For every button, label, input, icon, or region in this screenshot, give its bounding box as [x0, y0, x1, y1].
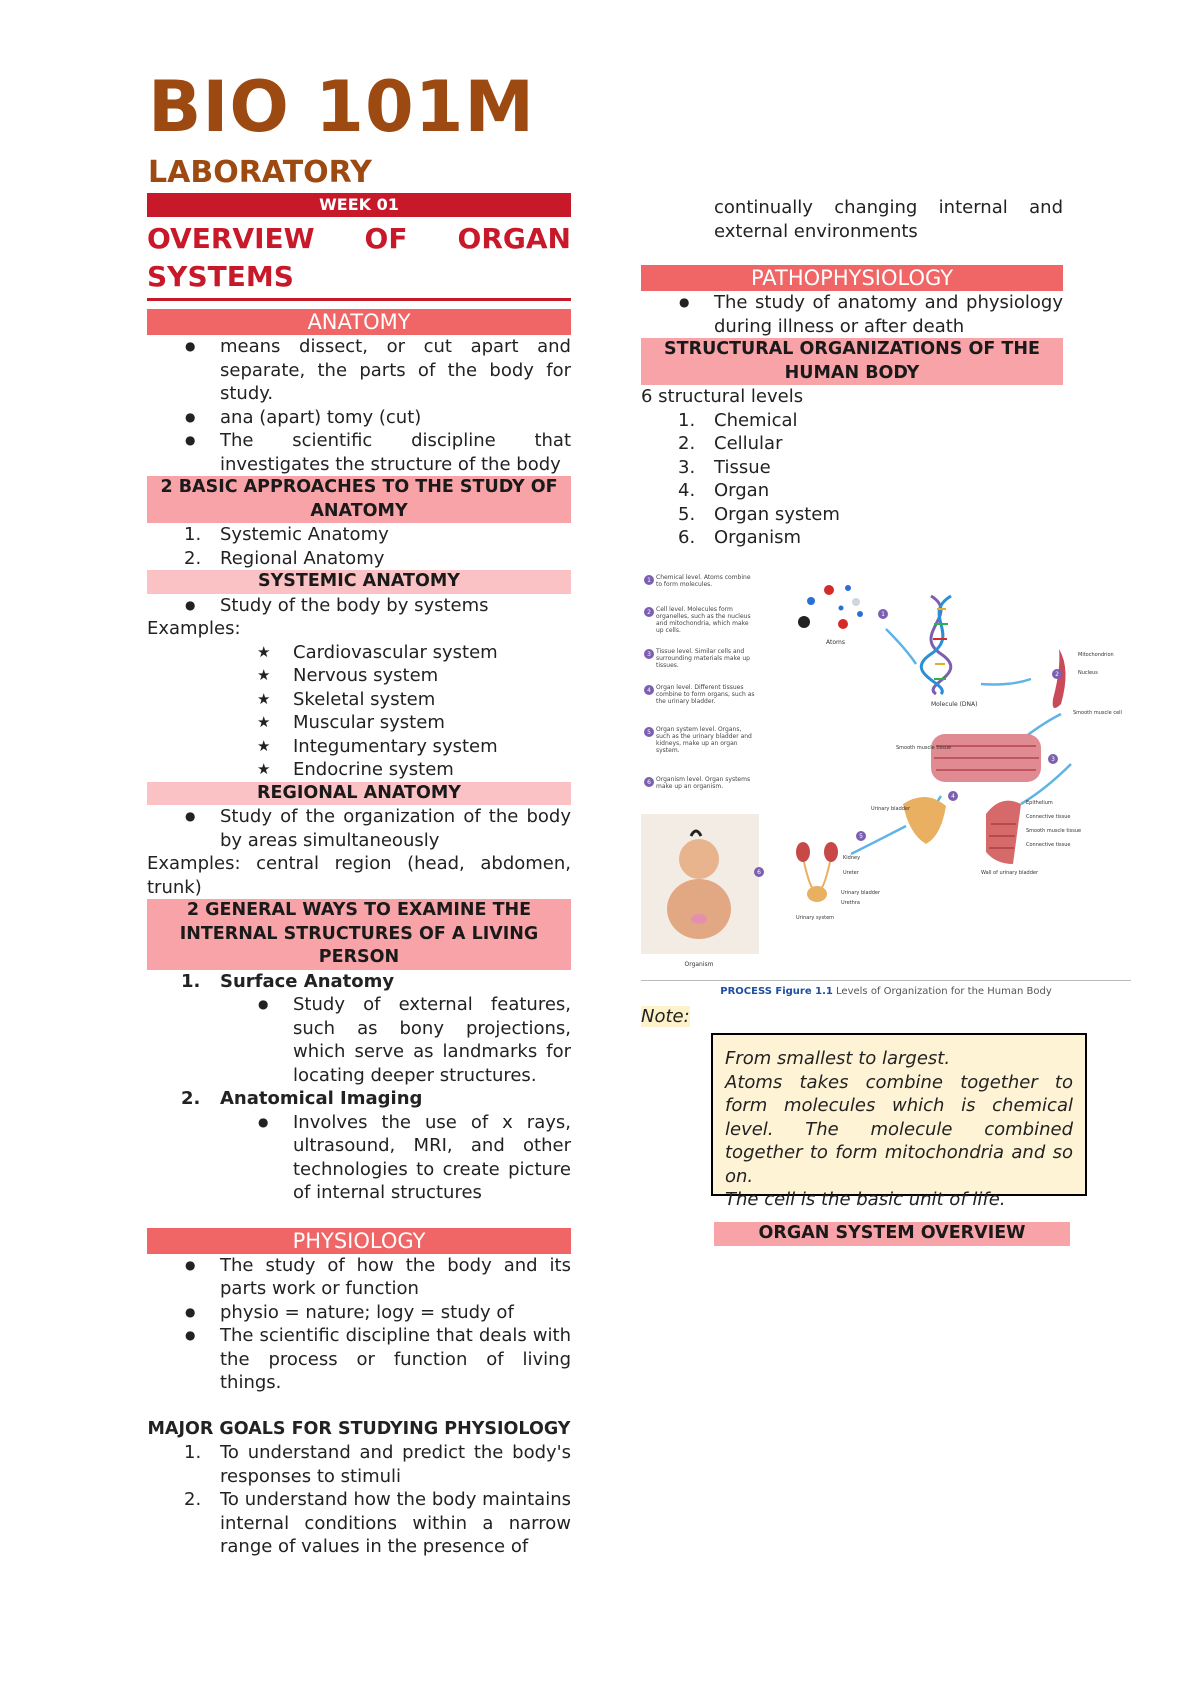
structural-heading: STRUCTURAL ORGANIZATIONS OF THE HUMAN BODY — [641, 338, 1063, 385]
figure-label: Urinary system — [796, 915, 835, 921]
example-item: ★ Integumentary system — [147, 735, 571, 759]
figure-label: Smooth muscle cell — [1073, 710, 1122, 716]
physiology-heading: PHYSIOLOGY — [147, 1228, 571, 1254]
figure-label: Urinary bladder — [871, 806, 911, 812]
level-text: Tissue — [714, 456, 771, 478]
way-bullet: ● Study of external features, such as bony projections, which serve as landmarks for locating deeper structures. — [147, 993, 571, 1087]
approach-text: Systemic Anatomy — [220, 524, 389, 545]
step-number: 3 — [647, 651, 651, 658]
figure-label: Atoms — [826, 639, 845, 646]
step-number: 4 — [647, 687, 651, 694]
step-number: 4 — [951, 793, 955, 800]
step-number: 5 — [647, 729, 651, 736]
step-number: 2 — [647, 609, 651, 616]
list-item: 2. Cellular — [678, 433, 783, 454]
step-number: 1 — [881, 611, 885, 618]
figure-label: Connective tissue — [1026, 842, 1071, 848]
anatomy-heading: ANATOMY — [147, 309, 571, 335]
step-number: 5 — [859, 833, 863, 840]
dna-illustration — [921, 596, 951, 694]
note-box — [711, 1033, 1087, 1210]
figure-label: Smooth muscle tissue — [896, 745, 952, 751]
step-number: 1 — [647, 577, 651, 584]
bladder-wall-illustration — [986, 801, 1021, 864]
list-item: 5. Organ system — [678, 503, 840, 525]
figure-label: Wall of urinary bladder — [981, 870, 1039, 876]
figure-label: Mitochondrion — [1078, 652, 1114, 658]
anatomy-bullet: ● The scientific discipline that investigates the structure of the body — [147, 429, 571, 476]
figure-label: Molecule (DNA) — [931, 701, 978, 708]
list-item: 1. Chemical — [678, 409, 798, 431]
step-number: 2 — [1055, 671, 1059, 678]
note-line: From smallest to largest. — [725, 1048, 951, 1069]
figure-divider — [641, 980, 1131, 981]
approach-text: Regional Anatomy — [220, 547, 385, 569]
systemic-bullets — [147, 594, 571, 618]
main-heading: OVERVIEW OF ORGAN SYSTEMS — [147, 217, 571, 301]
level-text: Chemical — [714, 409, 798, 431]
ways-list — [147, 970, 571, 994]
pathophysiology-bullets — [641, 291, 1063, 338]
right-column — [641, 196, 1063, 550]
way-bullet: ● Involves the use of x rays, ultrasound, MRI, and other technologies to create picture of internal structures — [147, 1111, 571, 1205]
figure-label: Smooth muscle tissue — [1026, 828, 1082, 834]
ways-bullets — [147, 1111, 571, 1205]
systemic-bullet: ● Study of the body by systems — [147, 594, 571, 618]
figure-label: Connective tissue — [1026, 814, 1071, 820]
example-item: ★ Skeletal system — [147, 688, 571, 712]
organism-baby-illustration — [641, 814, 759, 954]
level-text: Cellular — [714, 433, 783, 454]
list-item: 2. To understand how the body maintains internal conditions within a narrow range of values in the presence of — [184, 1489, 571, 1557]
structural-intro: 6 structural levels — [641, 386, 804, 407]
document-title: BIO 101M — [148, 66, 536, 148]
goals-heading: MAJOR GOALS FOR STUDYING PHYSIOLOGY — [147, 1418, 571, 1439]
figure-label: Nucleus — [1078, 670, 1098, 676]
structural-levels — [641, 409, 1063, 550]
approaches-heading: 2 BASIC APPROACHES TO THE STUDY OF ANATOMY — [147, 476, 571, 523]
list-item: 1. To understand and predict the body's responses to stimuli — [184, 1442, 571, 1487]
figure-label: Urinary bladder — [841, 890, 881, 896]
left-column — [147, 193, 571, 1559]
legend-text: Organ system level. Organs, such as the urinary bladder and kidneys, make up an organ system. — [656, 726, 752, 754]
note-line: Atoms takes combine together to form molecules which is chemical level. The molecule combined together to form mitochondria and so on. — [725, 1071, 1073, 1187]
step-number: 6 — [757, 869, 761, 876]
figure-label: Kidney — [843, 855, 861, 861]
level-text: Organism — [714, 527, 802, 548]
anatomy-bullet: ● ana (apart) tomy (cut) — [147, 406, 571, 430]
step-number: 3 — [1051, 756, 1055, 763]
approaches-list — [147, 523, 571, 570]
regional-heading: REGIONAL ANATOMY — [147, 782, 571, 806]
way-title: Surface Anatomy — [220, 970, 395, 992]
legend-text: Chemical level. Atoms combine to form molecules. — [656, 574, 751, 588]
organ-system-overview-heading: ORGAN SYSTEM OVERVIEW — [714, 1222, 1070, 1246]
examples-label: Examples: — [147, 618, 241, 639]
goal-text: To understand and predict the body's responses to stimuli — [220, 1442, 571, 1487]
urinary-system-illustration — [796, 842, 838, 902]
example-item: ★ Cardiovascular system — [147, 641, 571, 665]
ways-list — [147, 1087, 571, 1111]
atoms-illustration — [798, 585, 863, 629]
goal-text: To understand how the body maintains internal conditions within a narrow range of values in the presence of — [220, 1489, 571, 1557]
document-subtitle: LABORATORY — [148, 155, 372, 190]
physiology-bullet: ● physio = nature; logy = study of — [147, 1301, 571, 1325]
level-text: Organ system — [714, 503, 840, 525]
figure-caption-text: Levels of Organization for the Human Body — [836, 986, 1052, 997]
note-label: Note: — [641, 1006, 690, 1027]
physiology-bullets — [147, 1254, 571, 1395]
example-item: ★ Muscular system — [147, 711, 571, 735]
example-item: ★ Endocrine system — [147, 758, 571, 782]
systemic-heading: SYSTEMIC ANATOMY — [147, 570, 571, 594]
legend-text: Cell level. Molecules form organelles, such as the nucleus and mitochondria, which make up cells. — [656, 606, 751, 634]
anatomy-bullet: ● means dissect, or cut apart and separate, the parts of the body for study. — [147, 335, 571, 406]
figure-caption — [641, 986, 1131, 997]
figure-label: Urethra — [841, 900, 860, 906]
list-item: 2. Regional Anatomy — [184, 547, 385, 569]
figure-caption-label: PROCESS Figure 1.1 — [720, 986, 833, 997]
figure-label: Organism — [684, 961, 714, 968]
levels-of-organization-figure — [641, 574, 1131, 974]
list-item: 6. Organism — [678, 527, 802, 548]
ways-heading: 2 GENERAL WAYS TO EXAMINE THE INTERNAL STRUCTURES OF A LIVING PERSON — [147, 899, 571, 970]
continued-text: continually changing internal and external environments — [714, 197, 1063, 242]
list-item: 1. Surface Anatomy — [181, 970, 395, 992]
list-item: 4. Organ — [678, 480, 770, 501]
pathophysiology-heading: PATHOPHYSIOLOGY — [641, 265, 1063, 291]
legend-text: Organism level. Organ systems make up an organism. — [656, 776, 751, 790]
example-item: ★ Nervous system — [147, 664, 571, 688]
list-item: 2. Anatomical Imaging — [181, 1088, 423, 1109]
urinary-bladder-illustration — [903, 797, 946, 844]
smooth-muscle-tissue-illustration — [931, 734, 1041, 782]
physiology-bullet: ● The study of how the body and its parts work or function — [147, 1254, 571, 1301]
regional-examples: Examples: central region (head, abdomen, trunk) — [147, 853, 571, 898]
step-number: 6 — [647, 779, 651, 786]
legend-text: Organ level. Different tissues combine to form organs, such as the urinary bladder. — [656, 684, 755, 705]
level-text: Organ — [714, 480, 770, 501]
week-banner: WEEK 01 — [147, 193, 571, 217]
systemic-examples — [147, 641, 571, 782]
physiology-bullet: ● The scientific discipline that deals with the process or function of living things. — [147, 1324, 571, 1395]
regional-bullet: ● Study of the organization of the body by areas simultaneously — [147, 805, 571, 852]
regional-bullets — [147, 805, 571, 852]
ways-bullets — [147, 993, 571, 1087]
way-title: Anatomical Imaging — [220, 1088, 423, 1109]
pathophysiology-bullet: ● The study of anatomy and physiology during illness or after death — [641, 291, 1063, 338]
legend-text: Tissue level. Similar cells and surrounding materials make up tissues. — [656, 648, 750, 669]
figure-label: Ureter — [843, 870, 859, 876]
goals-list — [147, 1441, 571, 1559]
list-item: 1. Systemic Anatomy — [184, 524, 389, 545]
list-item: 3. Tissue — [678, 456, 771, 478]
figure-label: Epithelium — [1026, 800, 1053, 806]
note-line: The cell is the basic unit of life. — [725, 1189, 1006, 1210]
anatomy-bullets — [147, 335, 571, 476]
